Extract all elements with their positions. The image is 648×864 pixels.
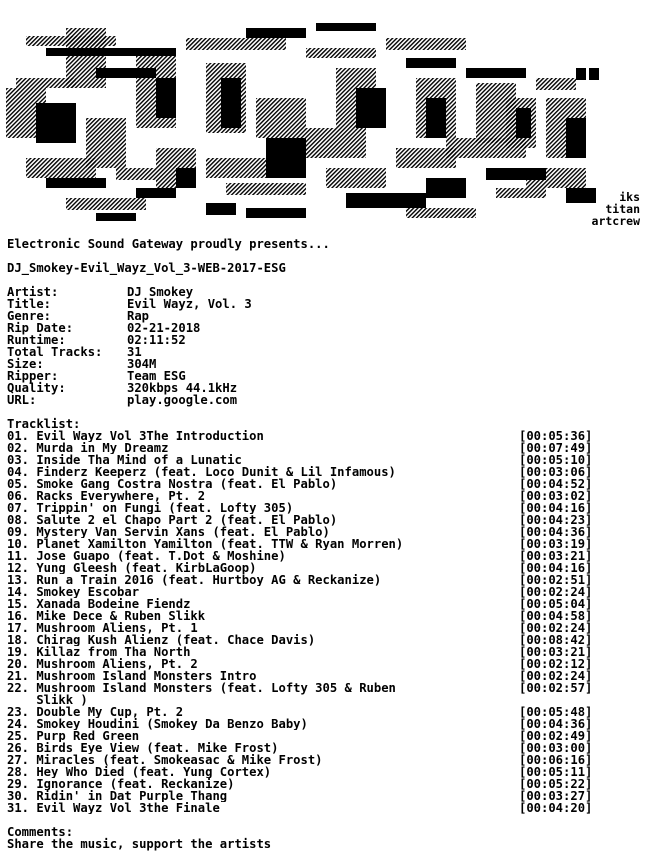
release-info (7, 286, 639, 406)
track-title: 26. Birds Eye View (feat. Mike Frost) (7, 742, 279, 754)
track-title: 12. Yung Gleesh (feat. KirbLaGoop) (7, 562, 257, 574)
track-title: 06. Racks Everywhere, Pt. 2 (7, 490, 206, 502)
track-title: 01. Evil Wayz Vol 3The Introduction (7, 430, 264, 442)
track-duration: [00:04:20] (519, 801, 593, 815)
info-field (7, 346, 639, 358)
info-value: 304M (127, 357, 157, 371)
info-field (7, 298, 639, 310)
info-field (7, 394, 639, 406)
track-title: 20. Mushroom Aliens, Pt. 2 (7, 658, 198, 670)
track-duration: [00:05:22] (519, 777, 593, 791)
intro-line: Electronic Sound Gateway proudly presents... (7, 237, 330, 251)
credit-line: artcrew (591, 214, 640, 228)
track-title: 16. Mike Dece & Ruben Slikk (7, 610, 206, 622)
info-value: 320kbps 44.1kHz (127, 381, 238, 395)
track-title: 22. Mushroom Island Monsters (feat. Lofty 305 & Ruben Slikk ) (7, 682, 396, 706)
track-title: 07. Trippin' on Fungi (feat. Lofty 305) (7, 502, 294, 514)
track-duration: [00:02:24] (519, 585, 593, 599)
info-field (7, 322, 639, 334)
info-value: play.google.com (127, 393, 238, 407)
track-duration: [00:08:42] (519, 633, 593, 647)
track-title: 10. Planet Xamilton Yamilton (feat. TTW & Ryan Morren) (7, 538, 404, 550)
track-duration: [00:04:52] (519, 477, 593, 491)
tracklist-label: Tracklist: (7, 417, 81, 431)
track-title: 21. Mushroom Island Monsters Intro (7, 670, 257, 682)
track-title: 04. Finderz Keeperz (feat. Loco Dunit & Lil Infamous) (7, 466, 396, 478)
credit-line: titan (605, 202, 640, 216)
track-title: 24. Smokey Houdini (Smokey Da Benzo Baby) (7, 718, 308, 730)
track-duration: [00:05:10] (519, 453, 593, 467)
info-value: 31 (127, 345, 142, 359)
info-value: DJ Smokey (127, 285, 194, 299)
nfo-text (7, 238, 639, 850)
track-duration: [00:05:36] (519, 429, 593, 443)
track-title: 15. Xanada Bodeine Fiendz (7, 598, 191, 610)
track-duration: [00:02:49] (519, 729, 593, 743)
track-title: 23. Double My Cup, Pt. 2 (7, 706, 184, 718)
track-duration: [00:04:16] (519, 561, 593, 575)
info-field (7, 358, 639, 370)
credit-line: iks (619, 190, 640, 204)
track-title: 09. Mystery Van Servin Xans (feat. El Pablo) (7, 526, 330, 538)
info-value: Evil Wayz, Vol. 3 (127, 297, 252, 311)
track-duration: [00:02:51] (519, 573, 593, 587)
track-title: 05. Smoke Gang Costra Nostra (feat. El Pablo) (7, 478, 338, 490)
info-value: Team ESG (127, 369, 186, 383)
release-name: DJ_Smokey-Evil_Wayz_Vol_3-WEB-2017-ESG (7, 261, 286, 275)
info-key: Runtime: (7, 333, 66, 347)
track-row (7, 682, 639, 706)
info-value: 02:11:52 (127, 333, 186, 347)
track-duration: [00:03:06] (519, 465, 593, 479)
info-value: Rap (127, 309, 150, 323)
track-duration: [00:03:27] (519, 789, 593, 803)
track-title: 17. Mushroom Aliens, Pt. 1 (7, 622, 198, 634)
track-title: 11. Jose Guapo (feat. T.Dot & Moshine) (7, 550, 286, 562)
track-duration: [00:04:36] (519, 717, 593, 731)
info-key: Artist: (7, 285, 59, 299)
info-value: 02-21-2018 (127, 321, 201, 335)
info-field (7, 286, 639, 298)
track-duration: [00:05:11] (519, 765, 593, 779)
track-title: 18. Chirag Kush Alienz (feat. Chace Davis) (7, 634, 316, 646)
info-key: Genre: (7, 309, 52, 323)
info-field (7, 382, 639, 394)
info-field (7, 310, 639, 322)
info-field (7, 370, 639, 382)
ascii-art-logo (6, 8, 612, 230)
track-duration: [00:04:58] (519, 609, 593, 623)
info-key: Title: (7, 297, 52, 311)
info-key: Rip Date: (7, 321, 74, 335)
track-duration: [00:02:24] (519, 621, 593, 635)
track-duration: [00:07:49] (519, 441, 593, 455)
info-key: Size: (7, 357, 44, 371)
info-key: URL: (7, 393, 37, 407)
track-duration: [00:03:02] (519, 489, 593, 503)
track-title: 31. Evil Wayz Vol 3the Finale (7, 802, 220, 814)
track-duration: [00:05:04] (519, 597, 593, 611)
info-key: Total Tracks: (7, 345, 103, 359)
comments-label: Comments: (7, 825, 74, 839)
track-duration: [00:04:23] (519, 513, 593, 527)
track-title: 19. Killaz from Tha North (7, 646, 191, 658)
track-duration: [00:03:19] (519, 537, 593, 551)
track-title: 08. Salute 2 el Chapo Part 2 (feat. El Pablo) (7, 514, 338, 526)
track-title: 28. Hey Who Died (feat. Yung Cortex) (7, 766, 272, 778)
track-duration: [00:04:16] (519, 501, 593, 515)
track-title: 30. Ridin' in Dat Purple Thang (7, 790, 228, 802)
track-duration: [00:03:21] (519, 549, 593, 563)
track-duration: [00:02:57] (519, 681, 593, 695)
track-title: 29. Ignorance (feat. Reckanize) (7, 778, 235, 790)
art-credits (592, 191, 640, 227)
info-key: Quality: (7, 381, 66, 395)
track-duration: [00:04:36] (519, 525, 593, 539)
track-title: 13. Run a Train 2016 (feat. Hurtboy AG & Reckanize) (7, 574, 382, 586)
track-duration: [00:06:16] (519, 753, 593, 767)
track-title: 03. Inside Tha Mind of a Lunatic (7, 454, 242, 466)
track-duration: [00:02:12] (519, 657, 593, 671)
track-row (7, 802, 639, 814)
info-key: Ripper: (7, 369, 59, 383)
comments-text: Share the music, support the artists (7, 837, 272, 851)
track-title: 25. Purp Red Green (7, 730, 140, 742)
track-duration: [00:03:21] (519, 645, 593, 659)
track-duration: [00:03:00] (519, 741, 593, 755)
track-duration: [00:05:48] (519, 705, 593, 719)
track-title: 02. Murda in My Dreamz (7, 442, 169, 454)
track-title: 27. Miracles (feat. Smokeasac & Mike Frost) (7, 754, 323, 766)
track-title: 14. Smokey Escobar (7, 586, 140, 598)
tracklist (7, 430, 639, 814)
track-duration: [00:02:24] (519, 669, 593, 683)
